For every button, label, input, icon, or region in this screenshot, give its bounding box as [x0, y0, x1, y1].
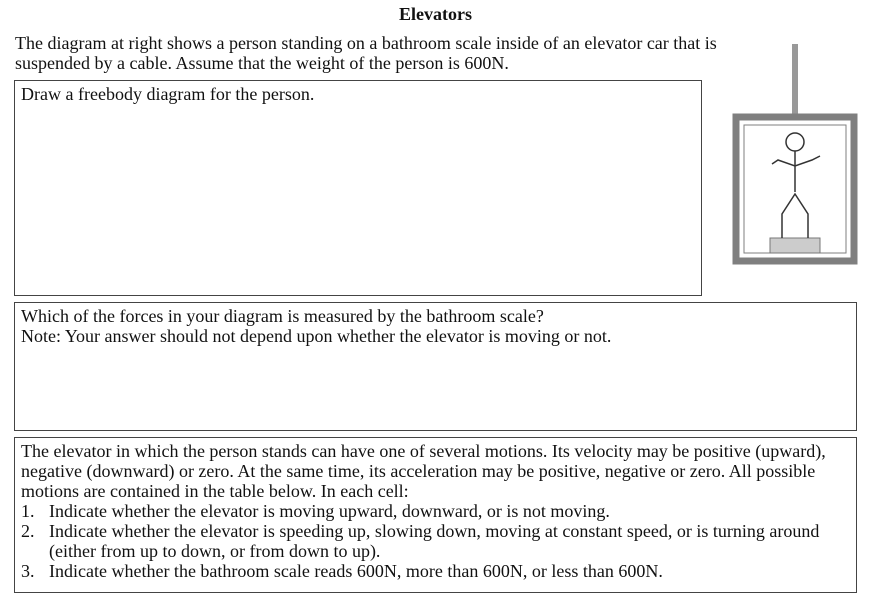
motion-instructions-box: [14, 437, 857, 593]
page-title: Elevators: [399, 4, 472, 24]
intro-text: The diagram at right shows a person standing on a bathroom scale inside of an elevator car that is suspended by a cable. Assume that the weight of the person is 600N.: [15, 33, 717, 73]
scale-note: Note: Your answer should not depend upon whether the elevator is moving or not.: [21, 326, 612, 346]
fbd-prompt: Draw a freebody diagram for the person.: [21, 84, 315, 104]
scale-question: Which of the forces in your diagram is measured by the bathroom scale?: [21, 306, 544, 326]
instruction-list: [21, 501, 850, 581]
list-item: 1. Indicate whether the elevator is moving upward, downward, or is not moving.: [21, 501, 610, 521]
scale-question-box[interactable]: [14, 302, 857, 431]
list-item: 2. Indicate whether the elevator is speeding up, slowing down, moving at constant speed, or is turning around (either from up to down, or from down to up).: [21, 521, 820, 561]
motion-paragraph: The elevator in which the person stands can have one of several motions. Its velocity may be positive (upward), negative (downward) or zero. At the same time, its acceleration may be positive, negative or zero. All possible motions are contained in the table below. In each cell:: [21, 441, 826, 501]
elevator-illustration: [730, 44, 860, 266]
list-item: 3. Indicate whether the bathroom scale reads 600N, more than 600N, or less than 600N.: [21, 561, 663, 581]
bathroom-scale: [770, 238, 820, 253]
freebody-diagram-box[interactable]: [14, 80, 702, 296]
